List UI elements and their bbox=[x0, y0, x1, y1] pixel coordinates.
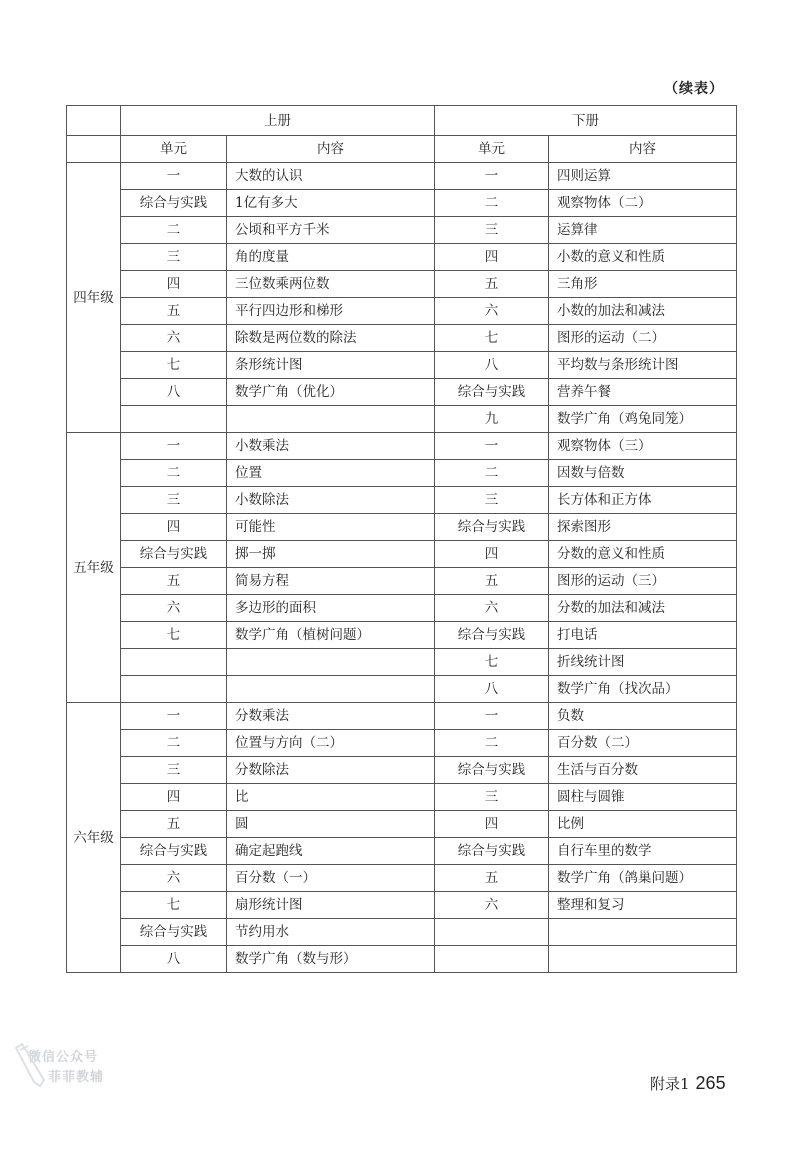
upper-content-cell bbox=[227, 649, 435, 676]
header-corner-cell-lower bbox=[67, 136, 121, 163]
lower-unit-cell: 综合与实践 bbox=[435, 838, 549, 865]
lower-unit-cell: 一 bbox=[435, 433, 549, 460]
table-row bbox=[67, 919, 737, 946]
lower-unit-cell: 四 bbox=[435, 811, 549, 838]
upper-unit-cell: 五 bbox=[121, 568, 227, 595]
lower-unit-cell: 八 bbox=[435, 676, 549, 703]
curriculum-table bbox=[66, 105, 737, 973]
table-row bbox=[67, 811, 737, 838]
upper-content-cell: 掷一掷 bbox=[227, 541, 435, 568]
table-row bbox=[67, 568, 737, 595]
page-number: 265 bbox=[695, 1073, 726, 1093]
upper-unit-cell: 综合与实践 bbox=[121, 919, 227, 946]
volume-header-row bbox=[67, 106, 737, 136]
upper-content-cell: 条形统计图 bbox=[227, 352, 435, 379]
upper-content-cell: 节约用水 bbox=[227, 919, 435, 946]
table-row bbox=[67, 838, 737, 865]
lower-content-header: 内容 bbox=[549, 136, 737, 163]
lower-content-cell: 图形的运动（二） bbox=[549, 325, 737, 352]
lower-content-cell: 探索图形 bbox=[549, 514, 737, 541]
lower-unit-cell: 三 bbox=[435, 784, 549, 811]
lower-content-cell: 观察物体（三） bbox=[549, 433, 737, 460]
lower-content-cell: 分数的加法和减法 bbox=[549, 595, 737, 622]
table-row bbox=[67, 433, 737, 460]
watermark bbox=[28, 1048, 104, 1088]
upper-unit-header: 单元 bbox=[121, 136, 227, 163]
lower-unit-cell: 九 bbox=[435, 406, 549, 433]
table-row bbox=[67, 298, 737, 325]
upper-unit-cell: 二 bbox=[121, 730, 227, 757]
upper-unit-cell: 四 bbox=[121, 514, 227, 541]
lower-unit-cell: 五 bbox=[435, 271, 549, 298]
upper-unit-cell bbox=[121, 649, 227, 676]
lower-content-cell: 整理和复习 bbox=[549, 892, 737, 919]
upper-content-cell: 1亿有多大 bbox=[227, 190, 435, 217]
lower-content-cell: 分数的意义和性质 bbox=[549, 541, 737, 568]
lower-content-cell: 圆柱与圆锥 bbox=[549, 784, 737, 811]
lower-unit-cell: 六 bbox=[435, 595, 549, 622]
upper-unit-cell: 六 bbox=[121, 595, 227, 622]
table-row bbox=[67, 487, 737, 514]
upper-content-header: 内容 bbox=[227, 136, 435, 163]
lower-content-cell: 平均数与条形统计图 bbox=[549, 352, 737, 379]
lower-content-cell: 小数的意义和性质 bbox=[549, 244, 737, 271]
table-row bbox=[67, 217, 737, 244]
upper-content-cell: 比 bbox=[227, 784, 435, 811]
upper-content-cell: 平行四边形和梯形 bbox=[227, 298, 435, 325]
upper-unit-cell bbox=[121, 406, 227, 433]
lower-content-cell bbox=[549, 919, 737, 946]
upper-content-cell: 位置 bbox=[227, 460, 435, 487]
lower-unit-cell: 二 bbox=[435, 190, 549, 217]
upper-unit-cell: 二 bbox=[121, 460, 227, 487]
lower-unit-cell: 四 bbox=[435, 244, 549, 271]
pencil-icon bbox=[14, 1040, 54, 1090]
table-row bbox=[67, 703, 737, 730]
upper-unit-cell: 三 bbox=[121, 757, 227, 784]
table-row bbox=[67, 514, 737, 541]
watermark-line-2: 菲菲教辅 bbox=[48, 1070, 105, 1085]
upper-content-cell: 数学广角（植树问题） bbox=[227, 622, 435, 649]
upper-unit-cell: 七 bbox=[121, 892, 227, 919]
table-row bbox=[67, 379, 737, 406]
upper-unit-cell: 六 bbox=[121, 865, 227, 892]
upper-content-cell: 简易方程 bbox=[227, 568, 435, 595]
lower-unit-cell: 二 bbox=[435, 460, 549, 487]
upper-content-cell: 角的度量 bbox=[227, 244, 435, 271]
upper-unit-cell: 七 bbox=[121, 352, 227, 379]
lower-content-cell: 负数 bbox=[549, 703, 737, 730]
upper-content-cell: 分数乘法 bbox=[227, 703, 435, 730]
lower-content-cell bbox=[549, 946, 737, 973]
upper-content-cell: 大数的认识 bbox=[227, 163, 435, 190]
table-row bbox=[67, 757, 737, 784]
table-row bbox=[67, 622, 737, 649]
lower-content-cell: 因数与倍数 bbox=[549, 460, 737, 487]
lower-content-cell: 营养午餐 bbox=[549, 379, 737, 406]
table-row bbox=[67, 190, 737, 217]
upper-unit-cell: 六 bbox=[121, 325, 227, 352]
table-row bbox=[67, 406, 737, 433]
table-row bbox=[67, 352, 737, 379]
upper-unit-cell bbox=[121, 676, 227, 703]
lower-content-cell: 图形的运动（三） bbox=[549, 568, 737, 595]
header-corner-cell bbox=[67, 106, 121, 136]
upper-content-cell bbox=[227, 406, 435, 433]
upper-unit-cell: 七 bbox=[121, 622, 227, 649]
upper-unit-cell: 五 bbox=[121, 811, 227, 838]
upper-unit-cell: 综合与实践 bbox=[121, 190, 227, 217]
upper-unit-cell: 四 bbox=[121, 271, 227, 298]
lower-content-cell: 折线统计图 bbox=[549, 649, 737, 676]
upper-content-cell: 三位数乘两位数 bbox=[227, 271, 435, 298]
lower-unit-cell: 三 bbox=[435, 217, 549, 244]
lower-content-cell: 三角形 bbox=[549, 271, 737, 298]
appendix-label: 附录1 bbox=[650, 1075, 690, 1093]
lower-unit-cell: 二 bbox=[435, 730, 549, 757]
lower-content-cell: 数学广角（找次品） bbox=[549, 676, 737, 703]
lower-unit-cell: 八 bbox=[435, 352, 549, 379]
upper-unit-cell: 三 bbox=[121, 244, 227, 271]
table-caption: （续表） bbox=[664, 81, 724, 97]
upper-unit-cell: 一 bbox=[121, 163, 227, 190]
table-row bbox=[67, 271, 737, 298]
lower-unit-cell: 六 bbox=[435, 298, 549, 325]
watermark-line-1: 微信公众号 bbox=[28, 1050, 99, 1065]
upper-content-cell: 多边形的面积 bbox=[227, 595, 435, 622]
lower-unit-cell: 七 bbox=[435, 325, 549, 352]
lower-content-cell: 自行车里的数学 bbox=[549, 838, 737, 865]
upper-unit-cell: 四 bbox=[121, 784, 227, 811]
upper-content-cell: 位置与方向（二） bbox=[227, 730, 435, 757]
page-footer bbox=[650, 1073, 726, 1094]
lower-unit-cell: 四 bbox=[435, 541, 549, 568]
lower-unit-cell: 三 bbox=[435, 487, 549, 514]
upper-content-cell: 确定起跑线 bbox=[227, 838, 435, 865]
lower-unit-cell: 六 bbox=[435, 892, 549, 919]
upper-content-cell: 可能性 bbox=[227, 514, 435, 541]
upper-unit-cell: 八 bbox=[121, 379, 227, 406]
upper-content-cell: 扇形统计图 bbox=[227, 892, 435, 919]
lower-unit-cell: 综合与实践 bbox=[435, 757, 549, 784]
upper-unit-cell: 综合与实践 bbox=[121, 838, 227, 865]
lower-unit-cell: 一 bbox=[435, 703, 549, 730]
column-header-row bbox=[67, 136, 737, 163]
table-row bbox=[67, 892, 737, 919]
table-row bbox=[67, 244, 737, 271]
upper-content-cell: 公顷和平方千米 bbox=[227, 217, 435, 244]
upper-unit-cell: 一 bbox=[121, 703, 227, 730]
lower-unit-cell: 综合与实践 bbox=[435, 379, 549, 406]
upper-unit-cell: 二 bbox=[121, 217, 227, 244]
grade-label: 四年级 bbox=[67, 163, 121, 433]
lower-unit-cell bbox=[435, 919, 549, 946]
upper-volume-header: 上册 bbox=[121, 106, 435, 136]
upper-unit-cell: 综合与实践 bbox=[121, 541, 227, 568]
lower-content-cell: 运算律 bbox=[549, 217, 737, 244]
lower-content-cell: 长方体和正方体 bbox=[549, 487, 737, 514]
table-row bbox=[67, 865, 737, 892]
lower-content-cell: 生活与百分数 bbox=[549, 757, 737, 784]
lower-volume-header: 下册 bbox=[435, 106, 737, 136]
upper-content-cell: 除数是两位数的除法 bbox=[227, 325, 435, 352]
upper-content-cell bbox=[227, 676, 435, 703]
lower-unit-cell: 七 bbox=[435, 649, 549, 676]
table-row bbox=[67, 460, 737, 487]
upper-unit-cell: 一 bbox=[121, 433, 227, 460]
grade-label: 五年级 bbox=[67, 433, 121, 703]
lower-content-cell: 打电话 bbox=[549, 622, 737, 649]
lower-content-cell: 四则运算 bbox=[549, 163, 737, 190]
lower-unit-cell: 综合与实践 bbox=[435, 514, 549, 541]
table-row bbox=[67, 541, 737, 568]
table-row bbox=[67, 325, 737, 352]
lower-content-cell: 比例 bbox=[549, 811, 737, 838]
table-row bbox=[67, 649, 737, 676]
lower-unit-cell: 综合与实践 bbox=[435, 622, 549, 649]
upper-content-cell: 圆 bbox=[227, 811, 435, 838]
grade-label: 六年级 bbox=[67, 703, 121, 973]
lower-unit-cell: 五 bbox=[435, 865, 549, 892]
upper-content-cell: 数学广角（数与形） bbox=[227, 946, 435, 973]
table-row bbox=[67, 676, 737, 703]
table-row bbox=[67, 595, 737, 622]
upper-content-cell: 小数除法 bbox=[227, 487, 435, 514]
upper-unit-cell: 五 bbox=[121, 298, 227, 325]
upper-content-cell: 分数除法 bbox=[227, 757, 435, 784]
lower-unit-cell: 一 bbox=[435, 163, 549, 190]
lower-content-cell: 数学广角（鸡兔同笼） bbox=[549, 406, 737, 433]
upper-content-cell: 数学广角（优化） bbox=[227, 379, 435, 406]
lower-unit-cell: 五 bbox=[435, 568, 549, 595]
upper-unit-cell: 三 bbox=[121, 487, 227, 514]
table-row bbox=[67, 163, 737, 190]
upper-content-cell: 百分数（一） bbox=[227, 865, 435, 892]
upper-unit-cell: 八 bbox=[121, 946, 227, 973]
table-row bbox=[67, 784, 737, 811]
lower-content-cell: 小数的加法和减法 bbox=[549, 298, 737, 325]
lower-content-cell: 数学广角（鸽巢问题） bbox=[549, 865, 737, 892]
lower-unit-header: 单元 bbox=[435, 136, 549, 163]
lower-content-cell: 观察物体（二） bbox=[549, 190, 737, 217]
lower-content-cell: 百分数（二） bbox=[549, 730, 737, 757]
upper-content-cell: 小数乘法 bbox=[227, 433, 435, 460]
table-row bbox=[67, 946, 737, 973]
lower-unit-cell bbox=[435, 946, 549, 973]
table-row bbox=[67, 730, 737, 757]
